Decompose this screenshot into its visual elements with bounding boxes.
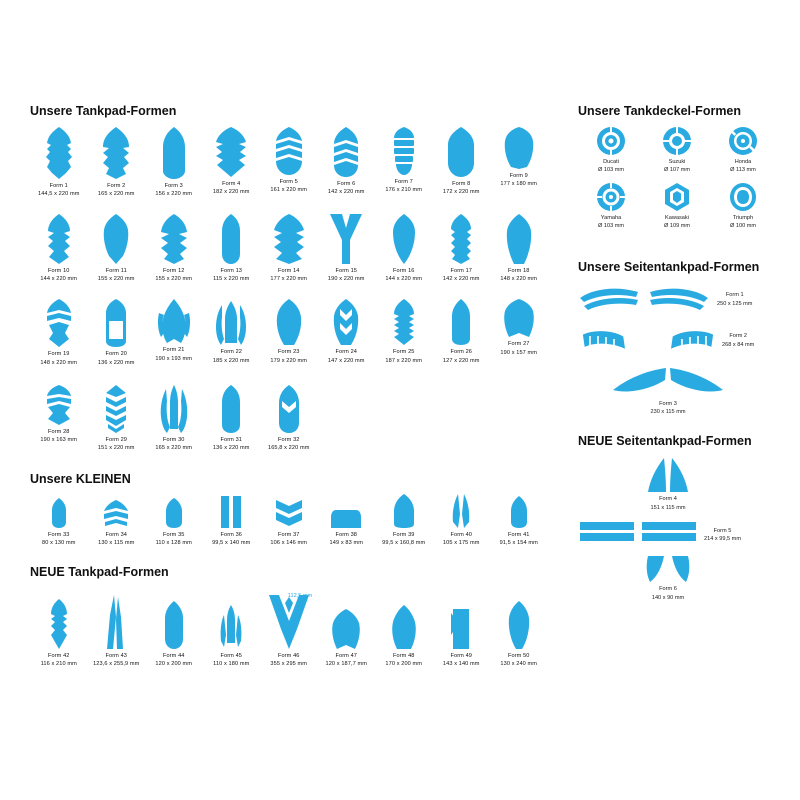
shape-caption: Form 50 130 x 240 mm bbox=[500, 653, 538, 668]
section-title-seitentankpad: Unsere Seitentankpad-Formen bbox=[578, 259, 760, 274]
shape-graphic bbox=[490, 494, 548, 528]
shape-cell[interactable] bbox=[30, 127, 88, 198]
shape-caption: Form 1 144,5 x 220 mm bbox=[37, 183, 80, 198]
shape-caption: Form 42 116 x 210 mm bbox=[40, 653, 77, 668]
shape-graphic bbox=[145, 595, 203, 649]
shape-graphic bbox=[203, 214, 261, 264]
shape-graphic bbox=[490, 214, 548, 264]
shape-caption: Form 22 185 x 220 mm bbox=[212, 349, 250, 364]
cap-cell[interactable] bbox=[578, 182, 644, 231]
cap-cell[interactable] bbox=[578, 126, 644, 175]
shape-graphic bbox=[260, 127, 318, 175]
shape-cell[interactable] bbox=[433, 214, 491, 283]
shape-graphic bbox=[318, 127, 376, 177]
shape-caption: Form 13 115 x 220 mm bbox=[213, 268, 250, 283]
shape-graphic bbox=[375, 127, 433, 175]
shape-caption: Form 21 190 x 193 mm bbox=[155, 347, 193, 362]
shape-graphic bbox=[145, 214, 203, 264]
shape-caption: Form 40 105 x 175 mm bbox=[442, 531, 480, 546]
shape-caption: Form 8 172 x 220 mm bbox=[442, 181, 480, 196]
shape-graphic bbox=[203, 494, 261, 528]
shape-cell[interactable] bbox=[88, 127, 146, 198]
shape-cell[interactable] bbox=[260, 127, 318, 198]
neue-tankpad-grid bbox=[30, 595, 550, 674]
cap-cell[interactable] bbox=[710, 182, 776, 231]
shape-graphic bbox=[318, 595, 376, 649]
shape-graphic bbox=[375, 494, 433, 528]
shape-caption: Form 38 149 x 83 mm bbox=[329, 531, 363, 546]
shape-graphic bbox=[88, 214, 146, 264]
tankpad-grid-row-3 bbox=[30, 299, 550, 372]
tankpad-grid-row-4 bbox=[30, 385, 550, 458]
shape-cell[interactable] bbox=[30, 494, 88, 547]
shape-graphic bbox=[433, 299, 491, 345]
shape-caption: Form 41 91,5 x 154 mm bbox=[499, 531, 538, 546]
shape-caption: Form 6 140 x 90 mm bbox=[651, 586, 685, 601]
honda-cap-icon bbox=[728, 126, 758, 156]
shape-graphic bbox=[375, 214, 433, 264]
shape-caption: Form 37 106 x 146 mm bbox=[270, 531, 308, 546]
shape-cell[interactable] bbox=[490, 299, 548, 366]
cap-caption: Kawasaki Ø 109 mm bbox=[663, 214, 691, 230]
shape-cell[interactable] bbox=[433, 127, 491, 198]
shape-cell[interactable] bbox=[203, 214, 261, 283]
seitentankpad-row[interactable] bbox=[578, 364, 758, 417]
shape-caption: Form 14 177 x 220 mm bbox=[270, 268, 308, 283]
shape-cell[interactable] bbox=[260, 299, 318, 366]
shape-cell[interactable] bbox=[375, 214, 433, 283]
shape-caption: Form 45 110 x 180 mm bbox=[213, 653, 250, 668]
shape-cell[interactable] bbox=[318, 494, 376, 547]
shape-cell[interactable] bbox=[145, 595, 203, 668]
yamaha-cap-icon bbox=[596, 182, 626, 212]
ducati-cap-icon bbox=[596, 126, 626, 156]
shape-graphic bbox=[375, 595, 433, 649]
shape-graphic bbox=[30, 595, 88, 649]
shape-cell[interactable] bbox=[260, 595, 318, 668]
shape-graphic bbox=[318, 299, 376, 345]
shape-graphic bbox=[433, 595, 491, 649]
shape-graphic bbox=[578, 522, 698, 548]
shape-cell[interactable] bbox=[260, 494, 318, 547]
shape-cell[interactable] bbox=[433, 595, 491, 668]
shape-graphic bbox=[30, 494, 88, 528]
shape-cell[interactable] bbox=[318, 299, 376, 366]
shape-graphic bbox=[260, 385, 318, 433]
kleine-grid bbox=[30, 494, 550, 553]
shape-graphic bbox=[145, 127, 203, 179]
shape-cell[interactable] bbox=[88, 385, 146, 452]
shape-caption: Form 5 161 x 220 mm bbox=[270, 179, 308, 194]
shape-cell[interactable] bbox=[203, 595, 261, 668]
shape-graphic bbox=[88, 385, 146, 433]
shape-caption: Form 39 99,5 x 160,8 mm bbox=[382, 531, 426, 546]
tankdeckel-grid bbox=[578, 126, 778, 238]
shape-caption: Form 36 99,5 x 140 mm bbox=[212, 531, 251, 546]
shape-caption: Form 6 142 x 220 mm bbox=[327, 181, 365, 196]
shape-graphic bbox=[578, 328, 718, 354]
shape-caption: Form 11 155 x 220 mm bbox=[97, 268, 135, 283]
shape-caption: Form 30 165 x 220 mm bbox=[155, 436, 193, 451]
shape-cell[interactable] bbox=[88, 214, 146, 283]
shape-graphic bbox=[433, 214, 491, 264]
shape-graphic bbox=[30, 127, 88, 179]
right-column bbox=[578, 104, 783, 602]
shape-cell[interactable] bbox=[30, 299, 88, 366]
shape-caption: Form 4 182 x 220 mm bbox=[212, 181, 250, 196]
shape-cell[interactable] bbox=[203, 385, 261, 452]
shape-cell[interactable] bbox=[203, 127, 261, 198]
shape-cell[interactable] bbox=[490, 595, 548, 668]
neue-seitentankpad-row[interactable] bbox=[578, 522, 783, 548]
shape-graphic bbox=[30, 299, 88, 347]
shape-caption: Form 46 355 x 295 mm bbox=[270, 653, 308, 668]
shape-caption: Form 16 144 x 220 mm bbox=[385, 268, 423, 283]
shape-cell[interactable] bbox=[433, 299, 491, 366]
shape-caption: Form 25 187 x 220 mm bbox=[385, 349, 423, 364]
shape-cell[interactable] bbox=[30, 385, 88, 452]
shape-caption: Form 15 190 x 220 mm bbox=[327, 268, 365, 283]
shape-graphic bbox=[88, 494, 146, 528]
shape-caption: Form 44 120 x 200 mm bbox=[155, 653, 193, 668]
shape-caption: Form 7 176 x 210 mm bbox=[385, 179, 423, 194]
shape-graphic bbox=[203, 127, 261, 177]
shape-caption: Form 1 250 x 125 mm bbox=[717, 292, 753, 307]
shape-graphic bbox=[203, 299, 261, 345]
shape-cell[interactable] bbox=[490, 494, 548, 547]
seitentankpad-row[interactable] bbox=[578, 284, 783, 316]
cap-cell[interactable] bbox=[644, 126, 710, 175]
shape-caption: Form 5 214 x 99,5 mm bbox=[704, 527, 741, 543]
shape-cell[interactable] bbox=[260, 214, 318, 283]
section-title-tankdeckel: Unsere Tankdeckel-Formen bbox=[578, 104, 742, 118]
shape-cell[interactable] bbox=[318, 127, 376, 198]
shape-caption: Form 18 148 x 220 mm bbox=[500, 268, 538, 283]
section-title-neue-tankpads: NEUE Tankpad-Formen bbox=[30, 565, 169, 580]
triumph-cap-icon bbox=[728, 182, 758, 212]
shape-caption: Form 4 151 x 115 mm bbox=[650, 496, 686, 511]
shape-cell[interactable] bbox=[490, 127, 548, 198]
tankpad-grid-row-1 bbox=[30, 127, 550, 204]
shape-caption: Form 31 136 x 220 mm bbox=[212, 436, 250, 451]
shape-graphic bbox=[640, 458, 696, 492]
shape-caption: Form 2 268 x 84 mm bbox=[722, 333, 755, 348]
cap-cell[interactable] bbox=[644, 182, 710, 231]
shape-cell[interactable] bbox=[145, 494, 203, 547]
shape-caption: Form 23 179 x 220 mm bbox=[270, 349, 308, 364]
shape-cell[interactable] bbox=[433, 494, 491, 547]
shape-graphic bbox=[260, 214, 318, 264]
shape-caption: Form 32 165,8 x 220 mm bbox=[267, 436, 310, 451]
shape-cell[interactable] bbox=[88, 299, 146, 366]
shape-cell[interactable] bbox=[260, 385, 318, 452]
cap-caption: Triumph Ø 100 mm bbox=[729, 214, 757, 230]
shape-graphic bbox=[30, 214, 88, 264]
shape-graphic bbox=[640, 556, 696, 582]
shape-graphic bbox=[260, 595, 318, 649]
shape-caption: Form 29 151 x 220 mm bbox=[97, 436, 135, 451]
shape-caption: Form 28 190 x 163 mm bbox=[40, 428, 78, 443]
shape-cell[interactable] bbox=[318, 214, 376, 283]
section-title-neue-seitentankpad: NEUE Seitentankpad-Formen bbox=[578, 434, 752, 449]
shape-graphic bbox=[490, 299, 548, 337]
shape-cell[interactable] bbox=[145, 214, 203, 283]
shape-caption: Form 35 110 x 128 mm bbox=[155, 531, 192, 546]
shape-graphic bbox=[318, 494, 376, 528]
shape-cell[interactable] bbox=[30, 595, 88, 668]
shape-caption: Form 3 230 x 115 mm bbox=[650, 400, 686, 415]
shape-cell[interactable] bbox=[88, 595, 146, 668]
shape-cell[interactable] bbox=[145, 299, 203, 366]
shape-graphic bbox=[603, 364, 733, 398]
section-title-tankpads: Unsere Tankpad-Formen bbox=[30, 104, 177, 118]
cap-caption: Ducati Ø 103 mm bbox=[597, 159, 625, 174]
shape-graphic bbox=[433, 127, 491, 177]
shape-caption: Form 10 144 x 220 mm bbox=[40, 268, 78, 283]
shape-caption: Form 2 165 x 220 mm bbox=[97, 183, 135, 198]
neue-seitentankpad-row[interactable] bbox=[578, 458, 758, 512]
shape-cell[interactable] bbox=[375, 127, 433, 198]
shape-caption: Form 34 130 x 115 mm bbox=[98, 531, 135, 546]
shape-caption: Form 26 127 x 220 mm bbox=[442, 349, 480, 364]
shape-graphic bbox=[318, 214, 376, 264]
shape-caption: Form 48 170 x 200 mm bbox=[385, 653, 423, 668]
shape-graphic bbox=[433, 494, 491, 528]
cap-cell[interactable] bbox=[710, 126, 776, 175]
shape-caption: Form 24 147 x 220 mm bbox=[327, 349, 365, 364]
tankpad-grid-row-2 bbox=[30, 214, 550, 289]
shape-graphic bbox=[145, 494, 203, 528]
shape-cell[interactable] bbox=[88, 494, 146, 547]
shape-graphic bbox=[145, 299, 203, 343]
shape-graphic bbox=[203, 385, 261, 433]
seitentankpad-row[interactable] bbox=[578, 328, 783, 354]
shape-caption: Form 12 155 x 220 mm bbox=[155, 268, 193, 283]
shape-graphic bbox=[88, 595, 146, 649]
shape-graphic bbox=[145, 385, 203, 433]
shape-graphic bbox=[490, 595, 548, 649]
shape-graphic bbox=[88, 299, 146, 347]
shape-graphic bbox=[203, 595, 261, 649]
shape-caption: Form 43 123,6 x 255,9 mm bbox=[93, 653, 140, 668]
shape-caption: Form 17 142 x 220 mm bbox=[442, 268, 480, 283]
shape-cell[interactable] bbox=[375, 494, 433, 547]
shape-cell[interactable] bbox=[490, 214, 548, 283]
shape-caption: Form 19 148 x 220 mm bbox=[40, 351, 78, 366]
shape-caption: Form 3 156 x 220 mm bbox=[155, 183, 193, 198]
cap-caption: Honda Ø 113 mm bbox=[730, 159, 756, 174]
shape-cell[interactable] bbox=[145, 385, 203, 452]
shape-graphic bbox=[260, 299, 318, 345]
left-column bbox=[30, 104, 550, 674]
shape-caption: Form 27 190 x 157 mm bbox=[500, 341, 538, 356]
shape-graphic bbox=[375, 299, 433, 345]
kawasaki-cap-icon bbox=[662, 182, 692, 212]
shape-cell[interactable] bbox=[375, 595, 433, 668]
shape-graphic bbox=[88, 127, 146, 179]
shape-cell[interactable] bbox=[145, 127, 203, 198]
shape-caption: Form 47 120 x 187,7 mm bbox=[325, 653, 367, 668]
neue-seitentankpad-row[interactable] bbox=[578, 556, 758, 602]
shape-graphic bbox=[578, 284, 713, 316]
shape-cell[interactable] bbox=[30, 214, 88, 283]
section-title-kleinen: Unsere KLEINEN bbox=[30, 471, 131, 486]
shape-graphic bbox=[260, 494, 318, 528]
shape-cell[interactable] bbox=[318, 595, 376, 668]
shape-caption: Form 33 80 x 130 mm bbox=[42, 531, 76, 546]
shape-caption: Form 20 136 x 220 mm bbox=[97, 351, 135, 366]
shape-graphic bbox=[30, 385, 88, 425]
cap-caption: Yamaha Ø 103 mm bbox=[597, 214, 625, 230]
shape-caption: Form 49 143 x 140 mm bbox=[442, 653, 480, 668]
shape-graphic bbox=[490, 127, 548, 169]
cap-caption: Suzuki Ø 107 mm bbox=[663, 159, 691, 174]
form46-width-annotation: 112,5 mm bbox=[287, 593, 313, 600]
shape-cell[interactable] bbox=[203, 299, 261, 366]
shape-cell[interactable] bbox=[375, 299, 433, 366]
suzuki-cap-icon bbox=[662, 126, 692, 156]
shape-cell[interactable] bbox=[203, 494, 261, 547]
shape-caption: Form 9 177 x 180 mm bbox=[500, 173, 538, 188]
